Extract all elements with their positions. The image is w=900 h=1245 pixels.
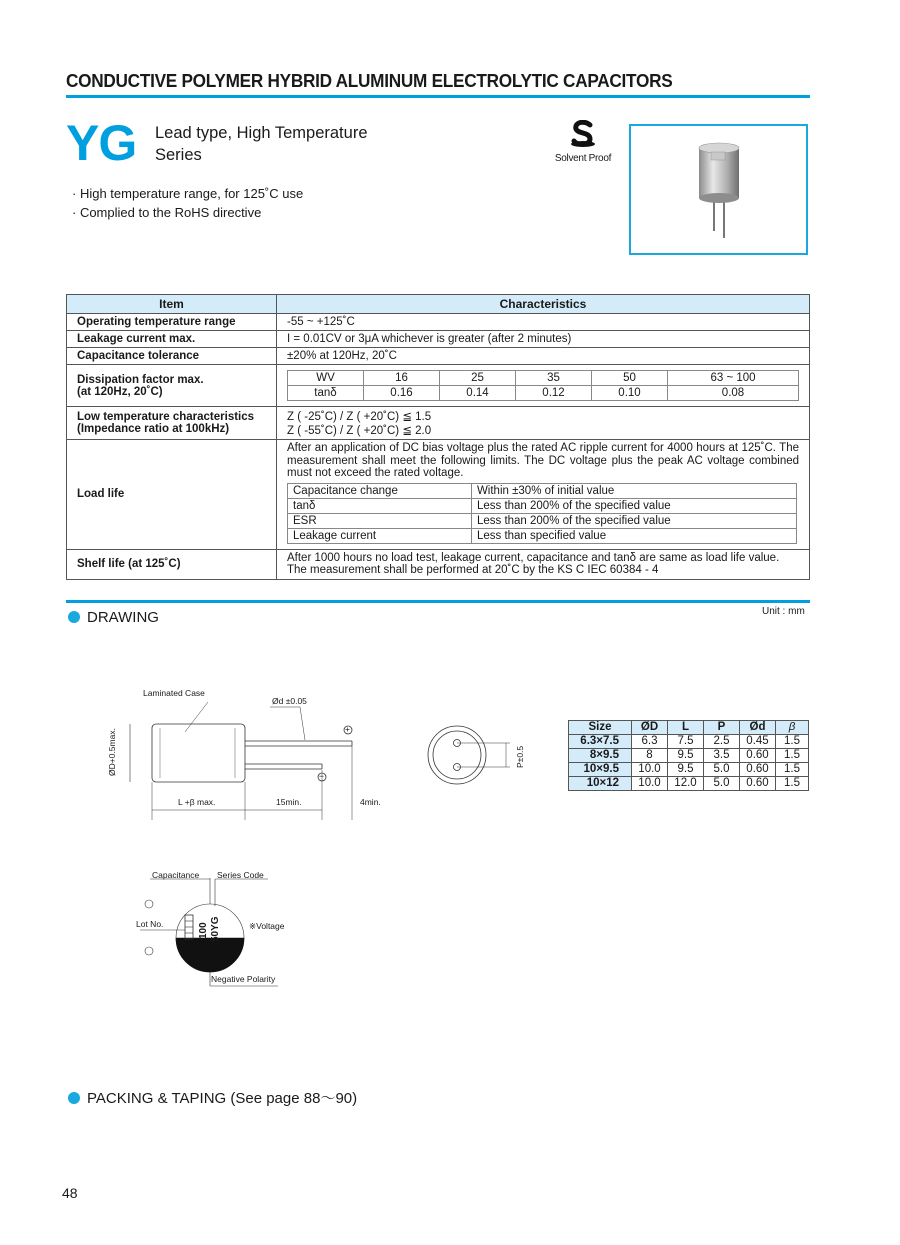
feature-item: · High temperature range, for 125˚C use [72,186,304,201]
dim-cell: 1.5 [776,749,809,763]
dim-row [569,763,809,777]
spec-table [66,294,810,580]
drawing-heading [68,609,159,626]
page-number: 48 [62,1185,78,1201]
solvent-proof-label: Solvent Proof [554,153,612,164]
shelf-line1: After 1000 hours no load test, leakage current, capacitance and tanδ are same as load life value. [287,551,780,564]
dim-size: 8×9.5 [569,749,632,763]
lead-diameter-label: Ød ±0.05 [272,696,307,706]
marking-series-code-label: Series Code [217,870,264,880]
product-photo [629,124,808,255]
spec-label: Operating temperature range [67,314,277,331]
load-life-param: tanδ [288,498,472,513]
dim-header: L [668,721,704,735]
packing-heading [68,1087,357,1108]
dim-header: ØD [632,721,668,735]
dim-cell: 8 [632,749,668,763]
load-life-table [287,483,797,544]
df-wv-row [288,371,799,386]
spec-value: ±20% at 120Hz, 20˚C [277,348,810,365]
dim-size: 10×12 [569,777,632,791]
bottom-view-drawing [420,715,530,795]
spec-value: -55 ~ +125˚C [277,314,810,331]
page-title: CONDUCTIVE POLYMER HYBRID ALUMINUM ELECTROLYTIC CAPACITORS [66,70,673,91]
dim-row [569,735,809,749]
load-life-row [288,498,797,513]
solvent-proof-icon [568,120,598,148]
spec-label: Capacitance tolerance [67,348,277,365]
solvent-proof-badge [548,120,618,164]
lt-line1: Z ( -25˚C) / Z ( +20˚C) ≦ 1.5 [287,411,432,423]
packing-heading-label[interactable]: PACKING & TAPING (See page 88～90) [87,1090,358,1107]
load-life-row [288,483,797,498]
dim-cell: 5.0 [704,777,740,791]
minus-symbol: − [319,771,324,781]
spec-label: Shelf life (at 125˚C) [67,549,277,579]
dim-cell: 10.0 [632,777,668,791]
series-name-line2: Series [155,146,202,164]
spec-value [277,440,810,550]
dim-header: Ød [740,721,776,735]
df-wv-cell: 63 ~ 100 [668,371,799,386]
df-tan-cell: 0.16 [364,386,440,401]
spec-value [277,407,810,440]
df-tan-cell: 0.14 [440,386,516,401]
marking-series-text: 50YG [210,916,221,942]
spec-row [67,365,810,407]
lead-length-label: 15min. [276,797,302,807]
dim-cell: 3.5 [704,749,740,763]
spec-row [67,440,810,550]
spec-row [67,549,810,579]
dim-size: 10×9.5 [569,763,632,777]
dim-cell: 0.60 [740,749,776,763]
pitch-label: P±0.5 [515,745,525,768]
dim-cell: 2.5 [704,735,740,749]
marking-cap-text: 100 [198,922,209,939]
df-wv-cell: 25 [440,371,516,386]
df-tan-cell: 0.10 [592,386,668,401]
lead-extra-label: 4min. [360,797,381,807]
dim-cell: 0.60 [740,763,776,777]
df-tan-cell: 0.12 [516,386,592,401]
dim-header: Size [569,721,632,735]
dim-header-row [569,721,809,735]
dim-header: P [704,721,740,735]
load-life-row [288,528,797,543]
lt-label-line2: (Impedance ratio at 100kHz) [77,423,230,435]
spec-value [277,365,810,407]
marking-lot-label: Lot No. [136,919,164,929]
spec-label [67,365,277,407]
dim-cell: 12.0 [668,777,704,791]
dim-cell: 1.5 [776,777,809,791]
load-life-limit: Less than specified value [471,528,796,543]
load-life-param: Capacitance change [288,483,472,498]
df-wv-cell: 50 [592,371,668,386]
laminated-case-label: Laminated Case [143,688,205,698]
series-code: YG [66,115,137,171]
lt-line2: Z ( -55˚C) / Z ( +20˚C) ≦ 2.0 [287,425,432,437]
feature-list [72,185,303,222]
spec-header-item: Item [67,295,277,314]
df-wv-cell: 35 [516,371,592,386]
spec-header-row [67,295,810,314]
unit-label: Unit : mm [762,606,805,617]
marking-negative-label: Negative Polarity [211,974,276,984]
plus-symbol: + [345,724,350,734]
spec-label: Load life [67,440,277,550]
lt-label-line1: Low temperature characteristics [77,411,255,423]
dim-header: β [776,721,809,735]
drawing-heading-label: DRAWING [87,609,159,626]
load-life-text: After an application of DC bias voltage plus the rated AC ripple current for 4000 hours at 125˚C. The measurement shall meet the following limits. The DC voltage plus the peak AC voltage combined must not exceed the rated voltage. [287,442,799,479]
spec-label [67,407,277,440]
dimension-table [568,720,809,791]
dim-cell: 1.5 [776,763,809,777]
dim-cell: 9.5 [668,749,704,763]
dim-cell: 6.3 [632,735,668,749]
load-life-limit: Less than 200% of the specified value [471,513,796,528]
capacitor-image [631,126,806,253]
dim-cell: 9.5 [668,763,704,777]
spec-header-characteristics: Characteristics [277,295,810,314]
dim-cell: 0.45 [740,735,776,749]
series-name [155,122,368,166]
body-diameter-label: ØD+0.5max. [107,728,117,776]
spec-value: I = 0.01CV or 3μA whichever is greater (after 2 minutes) [277,331,810,348]
df-tan-cell: 0.08 [668,386,799,401]
dim-cell: 5.0 [704,763,740,777]
marking-voltage-label: ※Voltage [249,921,285,931]
load-life-row [288,513,797,528]
df-label-line2: (at 120Hz, 20˚C) [77,385,163,398]
load-life-param: Leakage current [288,528,472,543]
df-wv-label: WV [288,371,364,386]
load-life-limit: Within ±30% of initial value [471,483,796,498]
dim-cell: 0.60 [740,777,776,791]
spec-row [67,314,810,331]
feature-item: · Complied to the RoHS directive [72,204,262,220]
spec-row [67,331,810,348]
load-life-param: ESR [288,513,472,528]
spec-row [67,407,810,440]
dim-size: 6.3×7.5 [569,735,632,749]
drawing-rule [66,600,810,603]
series-name-line1: Lead type, High Temperature [155,124,368,142]
df-label-line1: Dissipation factor max. [77,373,204,386]
length-label: L +β max. [178,797,216,807]
spec-row [67,348,810,365]
dim-cell: 10.0 [632,763,668,777]
dim-cell: 7.5 [668,735,704,749]
dim-row [569,749,809,763]
dim-row [569,777,809,791]
side-view-drawing [100,680,400,830]
load-life-limit: Less than 200% of the specified value [471,498,796,513]
dissipation-table [287,370,799,401]
title-rule [66,95,810,98]
dim-cell: 1.5 [776,735,809,749]
bullet-dot-icon [68,1092,80,1104]
bullet-dot-icon [68,611,80,623]
df-tan-label: tanδ [288,386,364,401]
df-tan-row [288,386,799,401]
spec-value [277,549,810,579]
marking-capacitance-label: Capacitance [152,870,200,880]
df-wv-cell: 16 [364,371,440,386]
spec-label: Leakage current max. [67,331,277,348]
shelf-line2: The measurement shall be performed at 20˚C by the KS C IEC 60384 - 4 [287,564,659,576]
